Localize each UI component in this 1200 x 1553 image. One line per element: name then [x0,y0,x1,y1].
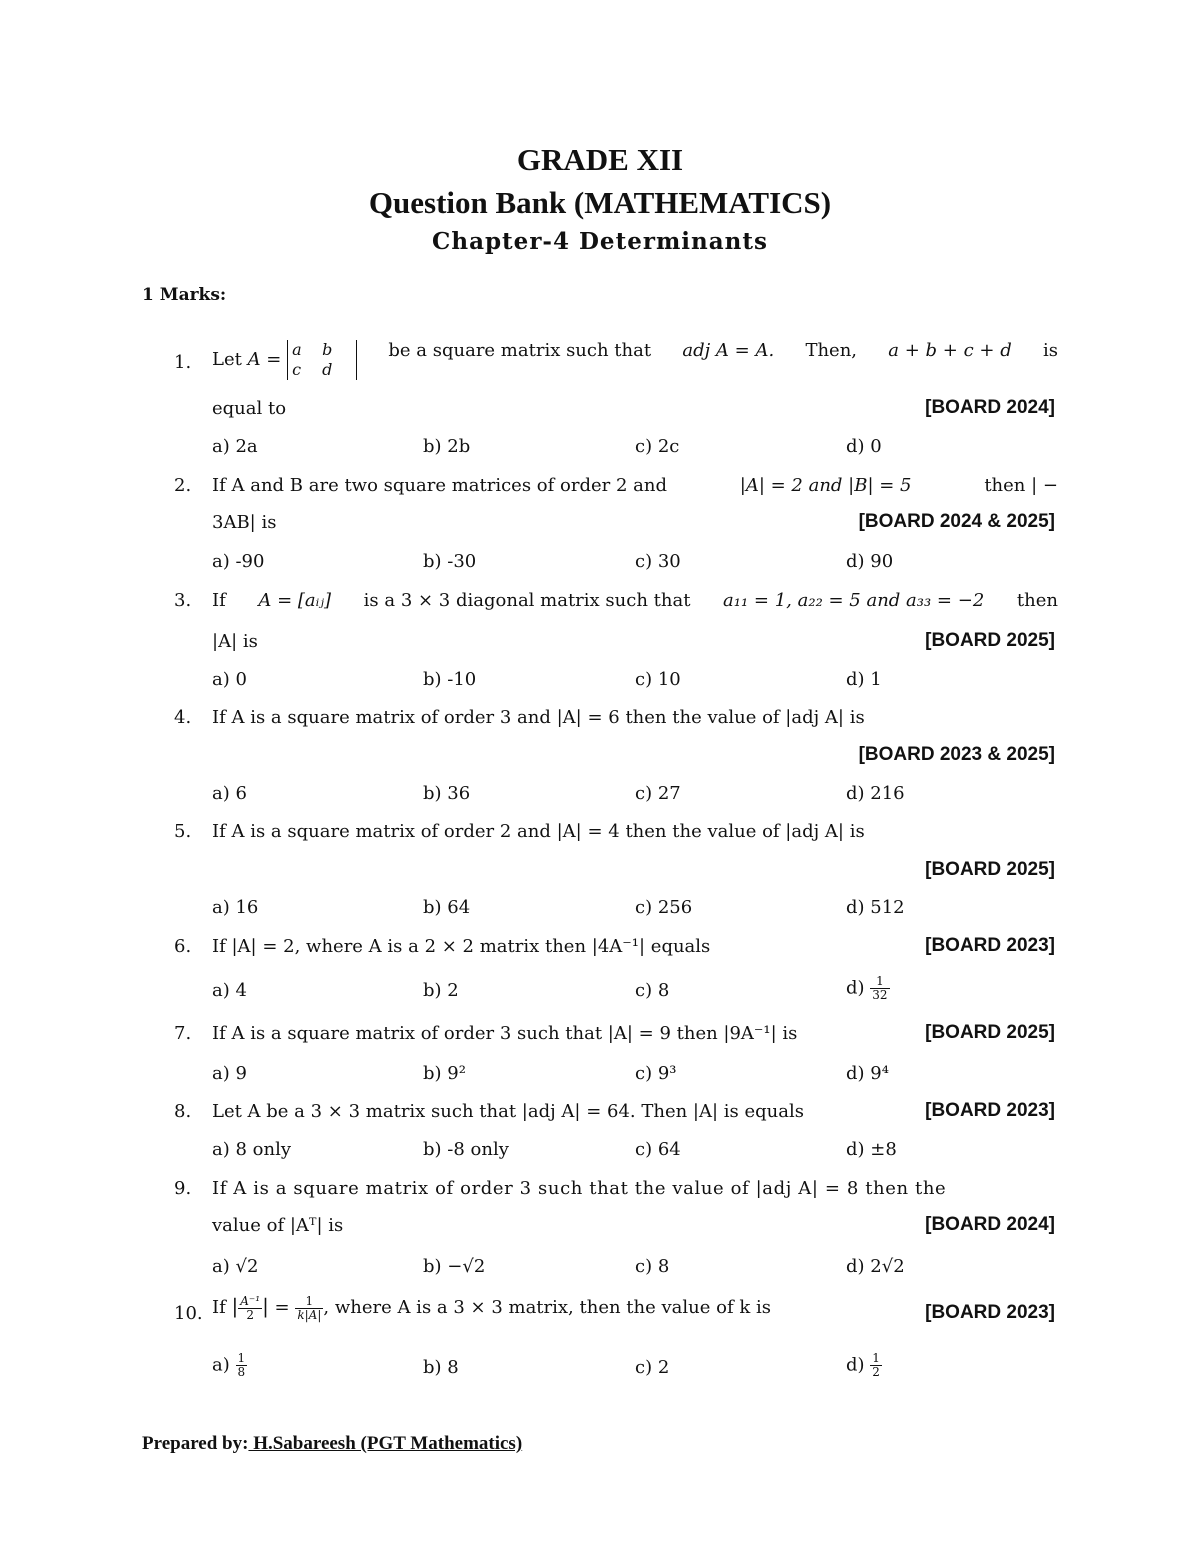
option-b: b) 8 [423,1357,459,1378]
option-b: b) 9² [423,1063,466,1084]
board-tag: [BOARD 2025] [925,859,1055,880]
option-b: b) 2 [423,980,459,1001]
option-a: a) 4 [212,980,247,1001]
option-a: a) 9 [212,1063,247,1084]
footer-label: Prepared by: [142,1433,249,1454]
option-b: b) 2b [423,436,471,457]
option-d: d) 9⁴ [846,1063,889,1084]
option-a: a) 2a [212,436,258,457]
option-c: c) 64 [635,1139,681,1160]
grade-title: GRADE XII [516,142,684,177]
question-6-line-1: If |A| = 2, where A is a 2 × 2 matrix then |4A⁻¹| equals [212,936,711,957]
option-d: d) 90 [846,551,894,572]
question-number: 2. [174,475,192,496]
fraction: $\frac{1}{32}$ [872,974,888,1002]
section-heading: 1 Marks: [142,285,227,305]
option-c: c) 30 [635,551,681,572]
option-d: d) ±8 [846,1139,897,1160]
question-number: 5. [174,821,192,842]
option-b: b) 36 [423,783,471,804]
option-d: d) 2√2 [846,1256,905,1277]
question-9-line-1: If A is a square matrix of order 3 such that the value of |adj A| = 8 then the [212,1178,947,1199]
fraction: $\frac{\text{A⁻¹}}{2}$ [240,1293,261,1322]
option-b: b) −√2 [423,1256,486,1277]
option-a: a) 16 [212,897,259,918]
option-c: c) 8 [635,980,670,1001]
question-3-line-1: If A = [aᵢⱼ] is a 3 × 3 diagonal matrix such that a₁₁ = 1, a₂₂ = 5 and a₃₃ = −2 then [212,590,1058,611]
question-5-line-1: If A is a square matrix of order 2 and |A| = 4 then the value of |adj A| is [212,821,865,842]
question-10-line-1: If | $\frac{\text{A⁻¹}}{2}$ | = $\frac{1}{k|A|}$ , where A is a 3 × 3 matrix, then the value of k is [212,1293,771,1322]
footer-author: H.Sabareesh (PGT Mathematics) [248,1433,523,1454]
option-a: a) 6 [212,783,247,804]
option-c: c) 2 [635,1357,670,1378]
board-tag: [BOARD 2024] [925,1214,1055,1235]
question-8-line-1: Let A be a 3 × 3 matrix such that |adj A| = 64. Then |A| is equals [212,1101,804,1122]
option-a: a) -90 [212,551,265,572]
fraction: $\frac{1}{2}$ [872,1351,880,1379]
question-7-line-1: If A is a square matrix of order 3 such that |A| = 9 then |9A⁻¹| is [212,1023,798,1044]
option-a: a) 0 [212,669,247,690]
option-c: c) 256 [635,897,693,918]
question-number: 9. [174,1178,192,1199]
board-tag: [BOARD 2024 & 2025] [858,511,1055,532]
option-d: d) $\frac{1}{32}$ [846,974,888,1002]
question-2-line-2: 3AB| is [212,512,277,533]
option-a: a) √2 [212,1256,259,1277]
option-d: d) $\frac{1}{2}$ [846,1351,880,1379]
question-3-line-2: |A| is [212,631,258,652]
question-number: 10. [174,1303,203,1324]
board-tag: [BOARD 2023] [925,935,1055,956]
question-2-line-1: If A and B are two square matrices of order 2 and |A| = 2 and |B| = 5 then | − [212,475,1058,496]
option-c: c) 9³ [635,1063,677,1084]
question-4-line-1: If A is a square matrix of order 3 and |A| = 6 then the value of |adj A| is [212,707,865,728]
option-b: b) -8 only [423,1139,509,1160]
board-tag: [BOARD 2023] [925,1302,1055,1323]
option-c: c) 10 [635,669,681,690]
question-number: 8. [174,1101,192,1122]
footer-credit [142,1433,522,1455]
option-d: d) 1 [846,669,882,690]
board-tag: [BOARD 2025] [925,630,1055,651]
board-tag: [BOARD 2025] [925,1022,1055,1043]
question-9-line-2: value of |Aᵀ| is [212,1215,344,1236]
option-c: c) 27 [635,783,681,804]
option-d: d) 0 [846,436,882,457]
option-c: c) 8 [635,1256,670,1277]
option-b: b) -10 [423,669,477,690]
question-1-line-2: equal to [212,398,287,419]
question-number: 3. [174,590,192,611]
option-c: c) 2c [635,436,680,457]
chapter-title: Chapter-4 Determinants [432,228,768,255]
fraction: $\frac{1}{8}$ [237,1351,246,1379]
option-d: d) 216 [846,783,905,804]
option-d: d) 512 [846,897,905,918]
board-tag: [BOARD 2024] [925,397,1055,418]
board-tag: [BOARD 2023] [925,1100,1055,1121]
option-a: a) $\frac{1}{8}$ [212,1351,246,1379]
question-number: 6. [174,936,192,957]
option-b: b) -30 [423,551,477,572]
board-tag: [BOARD 2023 & 2025] [858,744,1055,765]
matrix-A: a b c d [287,340,357,380]
question-1-line-1: Let A = a b c d be a square matrix such that adj A = A. Then, a + b + c + d is [212,340,1058,379]
question-number: 1. [174,352,192,373]
option-b: b) 64 [423,897,471,918]
subject-title: Question Bank (MATHEMATICS) [368,185,832,220]
question-number: 7. [174,1023,192,1044]
fraction: $\frac{1}{k|A|}$ [297,1293,322,1322]
question-number: 4. [174,707,192,728]
option-a: a) 8 only [212,1139,292,1160]
